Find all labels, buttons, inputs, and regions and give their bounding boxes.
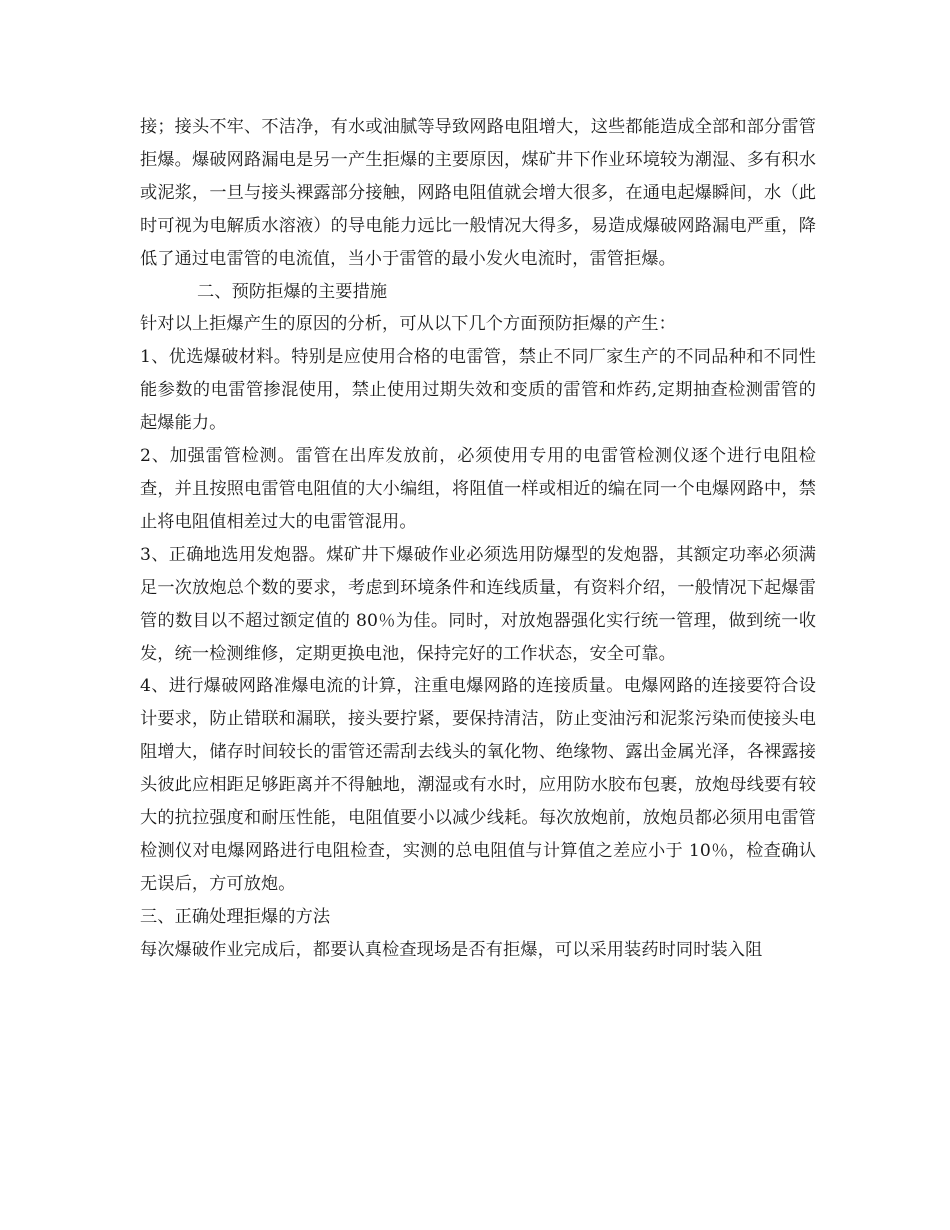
paragraph-item-4: 4、进行爆破网路准爆电流的计算，注重电爆网路的连接质量。电爆网路的连接要符合设计要求，防止错联和漏联，接头要拧紧，要保持清洁，防止变油污和泥浆污染而使接头电阻增大，储存时间较长的雷管还需刮去线头的氧化物、绝缘物、露出金属光泽，各裸露接头彼此应相距足够距离并不得触地，潮湿或有水时，应用防水胶布包裹，放炮母线要有较大的抗拉强度和耐压性能，电阻值要小以减少线耗。每次放炮前，放炮员都必须用电雷管检测仪对电爆网路进行电阻检查，实测的总电阻值与计算值之差应小于 10％，检查确认无误后，方可放炮。: [140, 676, 816, 894]
section-heading-prevention: 二、预防拒爆的主要措施: [197, 281, 388, 302]
paragraph-item-2: 2、加强雷管检测。雷管在出库发放前，必须使用专用的电雷管检测仪逐个进行电阻检查，并且按照电雷管电阻值的大小编组，将阻值一样或相近的编在同一个电爆网路中，禁止将电阻值相差过大的电雷管混用。: [140, 446, 816, 532]
paragraph-item-1: 1、优选爆破材料。特别是应使用合格的电雷管，禁止不同厂家生产的不同品种和不同性能参数的电雷管掺混使用，禁止使用过期失效和变质的雷管和炸药,定期抽查检测雷管的起爆能力。: [140, 347, 816, 434]
document-page: [140, 111, 816, 967]
paragraph-handling-start: 每次爆破作业完成后，都要认真检查现场是否有拒爆，可以采用装药时同时装入阻: [140, 939, 763, 960]
section-heading-handling: 三、正确处理拒爆的方法: [140, 906, 331, 927]
paragraph-lead-continuation: 接；接头不牢、不洁净，有水或油腻等导致网路电阻增大，这些都能造成全部和部分雷管拒爆。爆破网路漏电是另一产生拒爆的主要原因，煤矿井下作业环境较为潮湿、多有积水或泥浆，一旦与接头裸露部分接触，网路电阻值就会增大很多，在通电起爆瞬间，水（此时可视为电解质水溶液）的导电能力远比一般情况大得多，易造成爆破网路漏电严重，降低了通过电雷管的电流值，当小于雷管的最小发火电流时，雷管拒爆。: [140, 117, 816, 269]
paragraph-intro: 针对以上拒爆产生的原因的分析，可从以下几个方面预防拒爆的产生：: [140, 314, 676, 335]
paragraph-item-3: 3、正确地选用发炮器。煤矿井下爆破作业必须选用防爆型的发炮器，其额定功率必须满足一次放炮总个数的要求，考虑到环境条件和连线质量，有资料介绍，一般情况下起爆雷管的数目以不超过额定值的 80％为佳。同时，对放炮器强化实行统一管理，做到统一收发，统一检测维修，定期更换电池，保持完好的工作状态，安全可靠。: [140, 544, 816, 664]
